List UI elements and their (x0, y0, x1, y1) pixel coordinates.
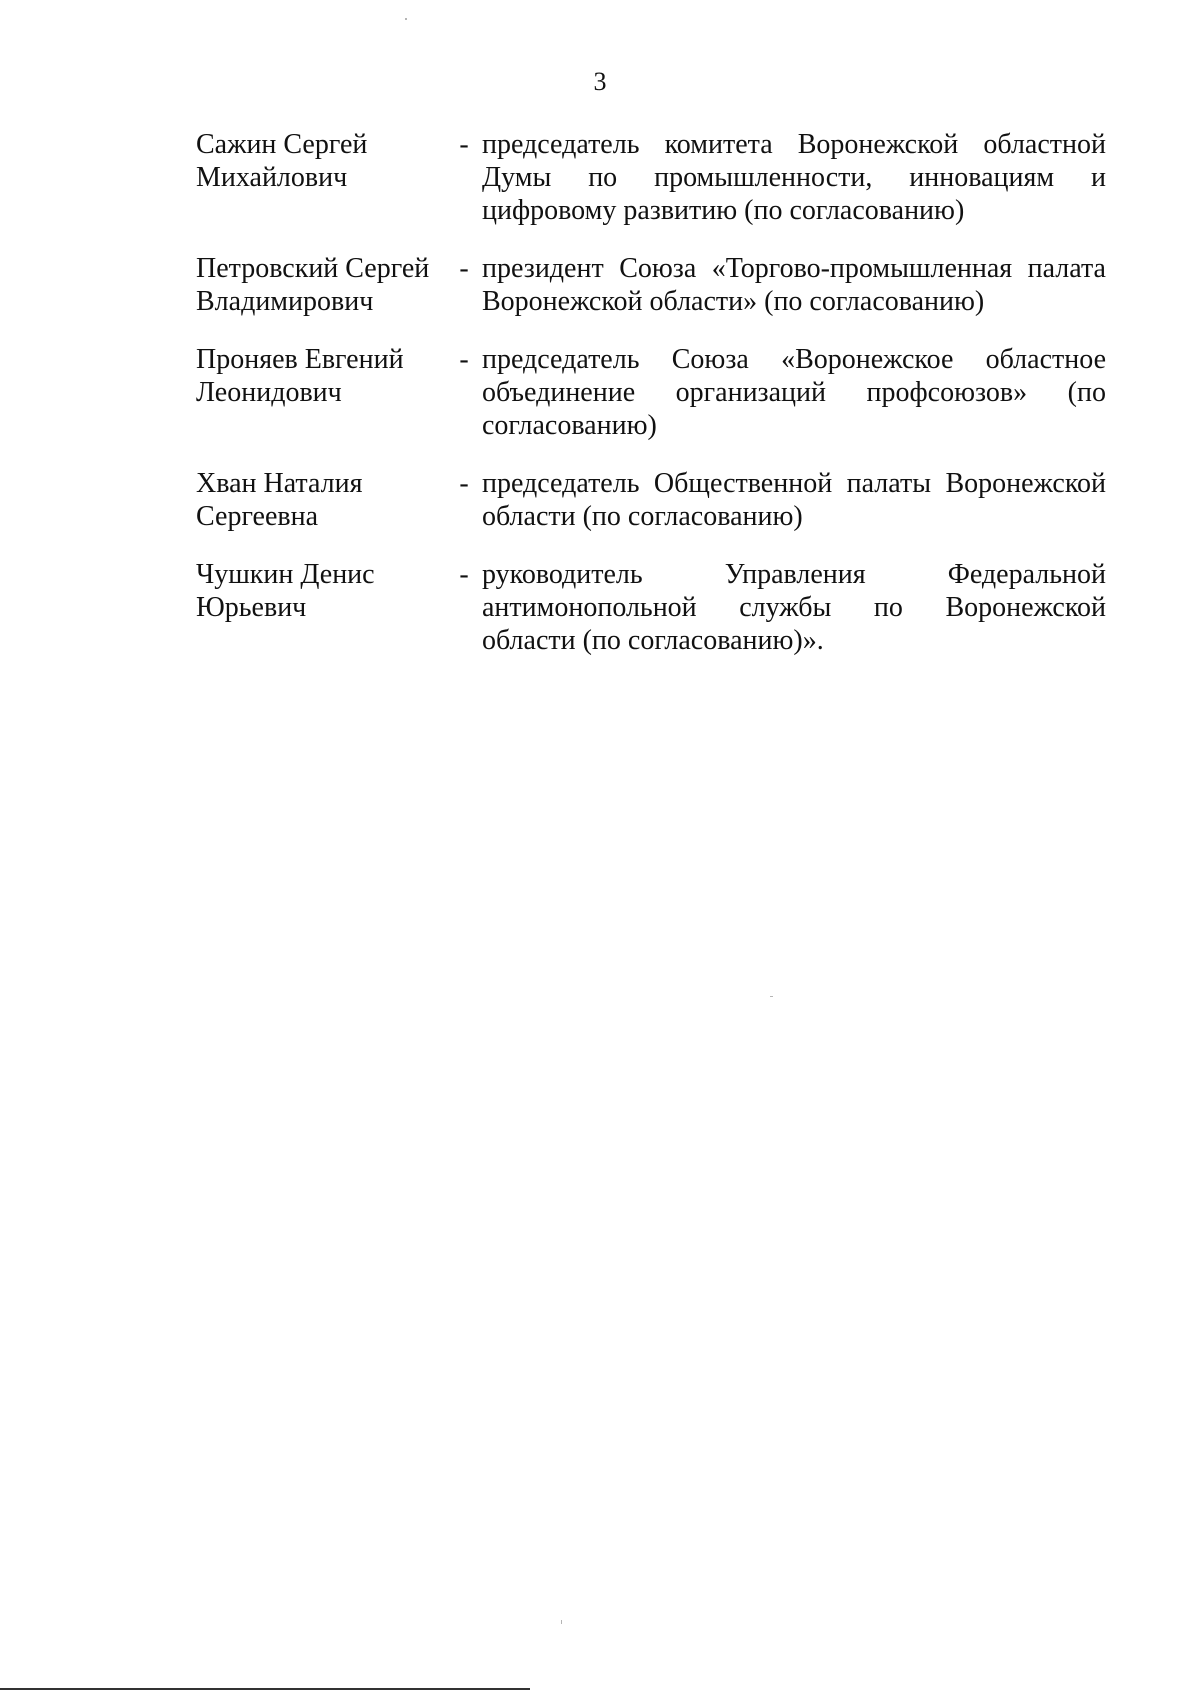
member-role-line: области (по согласованию)». (482, 625, 824, 656)
member-list (196, 128, 1106, 682)
member-name-line: Чушкин Денис (196, 559, 375, 590)
member-name-line: Проняев Евгений (196, 344, 404, 375)
member-role-line: согласованию) (482, 410, 657, 441)
member-role-line: Думы по промышленности, инновациям и (482, 162, 1106, 193)
member-role (482, 558, 1106, 657)
member-role-line: председатель Общественной палаты Воронежской (482, 468, 1106, 499)
member-role-line: президент Союза «Торгово-промышленная палата (482, 253, 1106, 284)
member-role (482, 252, 1106, 318)
member-name-line: Сергеевна (196, 501, 319, 532)
member-role-line: Воронежской области» (по согласованию) (482, 286, 985, 317)
member-role-line: председатель Союза «Воронежское областное (482, 344, 1106, 375)
member-role (482, 128, 1106, 227)
member-dash: - (459, 253, 469, 284)
member-name (196, 558, 446, 624)
member-name-line: Петровский Сергей (196, 253, 430, 284)
member-row (196, 343, 1106, 442)
member-role-line: председатель комитета Воронежской областной (482, 129, 1106, 160)
member-name (196, 252, 446, 318)
member-role-line: антимонопольной службы по Воронежской (482, 592, 1106, 623)
member-name (196, 128, 446, 194)
scan-speck (561, 1620, 562, 1624)
scan-speck (405, 18, 407, 20)
member-row (196, 467, 1106, 533)
member-role (482, 467, 1106, 533)
member-dash: - (459, 344, 469, 375)
member-row (196, 128, 1106, 227)
member-dash: - (459, 468, 469, 499)
bottom-rule (0, 1688, 530, 1690)
member-role-line: объединение организаций профсоюзов» (по (482, 377, 1106, 408)
member-name-line: Сажин Сергей (196, 129, 368, 160)
member-name (196, 343, 446, 409)
member-role-line: цифровому развитию (по согласованию) (482, 195, 965, 226)
member-dash: - (459, 559, 469, 590)
member-name-line: Михайлович (196, 162, 348, 193)
member-name-line: Леонидович (196, 377, 342, 408)
scan-speck (770, 996, 773, 997)
member-dash: - (459, 129, 469, 160)
member-row (196, 558, 1106, 657)
member-name-line: Хван Наталия (196, 468, 363, 499)
page-number: 3 (593, 67, 607, 96)
member-role (482, 343, 1106, 442)
member-name-line: Юрьевич (196, 592, 307, 623)
member-name-line: Владимирович (196, 286, 374, 317)
member-name (196, 467, 446, 533)
member-row (196, 252, 1106, 318)
member-role-line: области (по согласованию) (482, 501, 803, 532)
member-role-line: руководитель Управления Федеральной (482, 559, 1106, 590)
